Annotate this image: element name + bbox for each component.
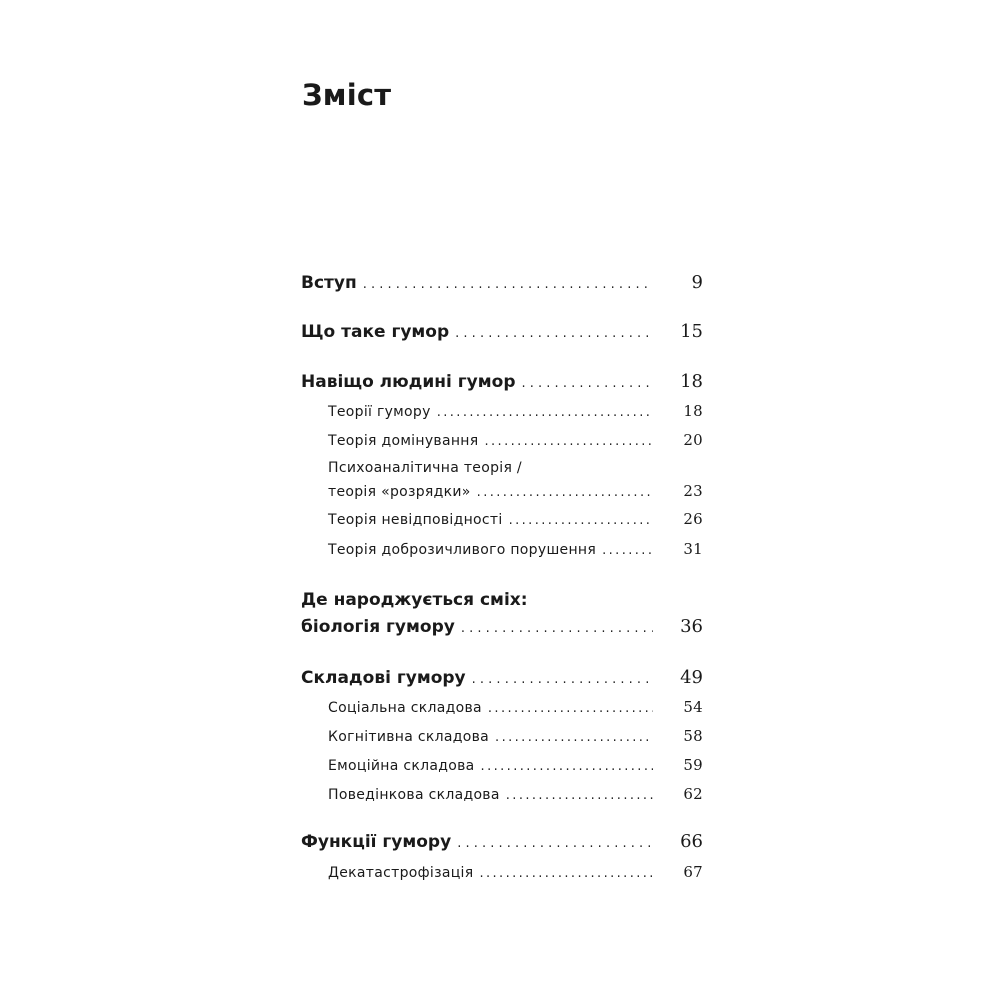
toc-entry-title: Теорія домінування — [328, 433, 479, 449]
toc-entry-page: 18 — [680, 371, 703, 392]
toc-entry-page: 20 — [683, 431, 703, 449]
toc-entry-title: біологія гумору — [301, 617, 455, 637]
dot-leader — [455, 326, 653, 341]
toc-entry-page: 67 — [683, 863, 703, 881]
toc-entry-title: Теорії гумору — [328, 404, 431, 420]
toc-entry-title: Навіщо людині гумор — [301, 372, 516, 392]
toc-entry-page: 18 — [683, 402, 703, 420]
toc-entry-title: Теорія доброзичливого порушення — [328, 542, 597, 558]
dot-leader — [495, 730, 653, 745]
toc-entry-dekatastrofizatsiya[interactable] — [328, 863, 703, 881]
dot-leader — [481, 759, 653, 774]
toc-entry-title: Вступ — [301, 273, 357, 293]
dot-leader — [437, 405, 653, 420]
toc-entry-page: 36 — [680, 616, 703, 637]
toc-entry-navishcho-lyudyni-humor[interactable] — [301, 371, 703, 392]
toc-entry-page: 23 — [683, 482, 703, 500]
toc-entry-teorii-humoru[interactable] — [328, 402, 703, 420]
toc-entry-title: Соціальна складова — [328, 700, 482, 716]
dot-leader — [479, 866, 653, 881]
toc-entry-vstup[interactable] — [301, 272, 703, 293]
toc-entry-title: Складові гумору — [301, 668, 466, 688]
toc-entry-title: Декатастрофізація — [328, 865, 474, 881]
toc-entry-title: Функції гумору — [301, 832, 452, 852]
toc-entry-teoriya-nevidpovidnosti[interactable] — [328, 510, 703, 528]
toc-entry-page: 66 — [680, 831, 703, 852]
toc-entry-psykhoanalitychna-teoriya[interactable] — [328, 482, 703, 500]
dot-leader — [472, 672, 653, 687]
toc-entry-shcho-take-humor[interactable] — [301, 321, 703, 342]
dot-leader — [363, 277, 653, 292]
toc-entry-page: 49 — [680, 667, 703, 688]
dot-leader — [522, 376, 654, 391]
toc-entry-title: Емоційна складова — [328, 758, 475, 774]
toc-entry-page: 58 — [683, 727, 703, 745]
page-title: Зміст — [302, 78, 392, 112]
dot-leader — [509, 513, 653, 528]
toc-entry-title-line1: Психоаналітична теорія / — [328, 460, 522, 476]
toc-entry-title: теорія «розрядки» — [328, 484, 471, 500]
toc-entry-page: 9 — [691, 272, 703, 293]
toc-entry-skladovi-humoru[interactable] — [301, 667, 703, 688]
toc-entry-title: Що таке гумор — [301, 322, 450, 342]
toc-entry-title-line1: Де народжується сміх: — [301, 590, 528, 610]
dot-leader — [457, 836, 653, 851]
toc-entry-emotsiyna-skladova[interactable] — [328, 756, 703, 774]
dot-leader — [488, 701, 653, 716]
toc-entry-title: Когнітивна складова — [328, 729, 490, 745]
toc-entry-title: Поведінкова складова — [328, 787, 500, 803]
toc-entry-povedinkova-skladova[interactable] — [328, 785, 703, 803]
dot-leader — [506, 788, 653, 803]
dot-leader — [477, 485, 653, 500]
dot-leader — [461, 621, 653, 636]
toc-entry-funktsii-humoru[interactable] — [301, 831, 703, 852]
toc-entry-teoriya-dominuvannya[interactable] — [328, 431, 703, 449]
toc-entry-page: 26 — [683, 510, 703, 528]
table-of-contents — [301, 0, 703, 1000]
toc-entry-page: 54 — [683, 698, 703, 716]
dot-leader — [484, 434, 653, 449]
toc-entry-title: Теорія невідповідності — [328, 512, 503, 528]
toc-entry-sotsialna-skladova[interactable] — [328, 698, 703, 716]
toc-entry-biolohiya-humoru[interactable] — [301, 616, 703, 637]
toc-entry-page: 31 — [683, 540, 703, 558]
toc-entry-page: 62 — [683, 785, 703, 803]
toc-entry-kohnityvna-skladova[interactable] — [328, 727, 703, 745]
toc-entry-page: 15 — [680, 321, 703, 342]
toc-entry-teoriya-dobrozychlyvoho-porushennya[interactable] — [328, 540, 703, 558]
toc-entry-page: 59 — [683, 756, 703, 774]
dot-leader — [602, 543, 653, 558]
